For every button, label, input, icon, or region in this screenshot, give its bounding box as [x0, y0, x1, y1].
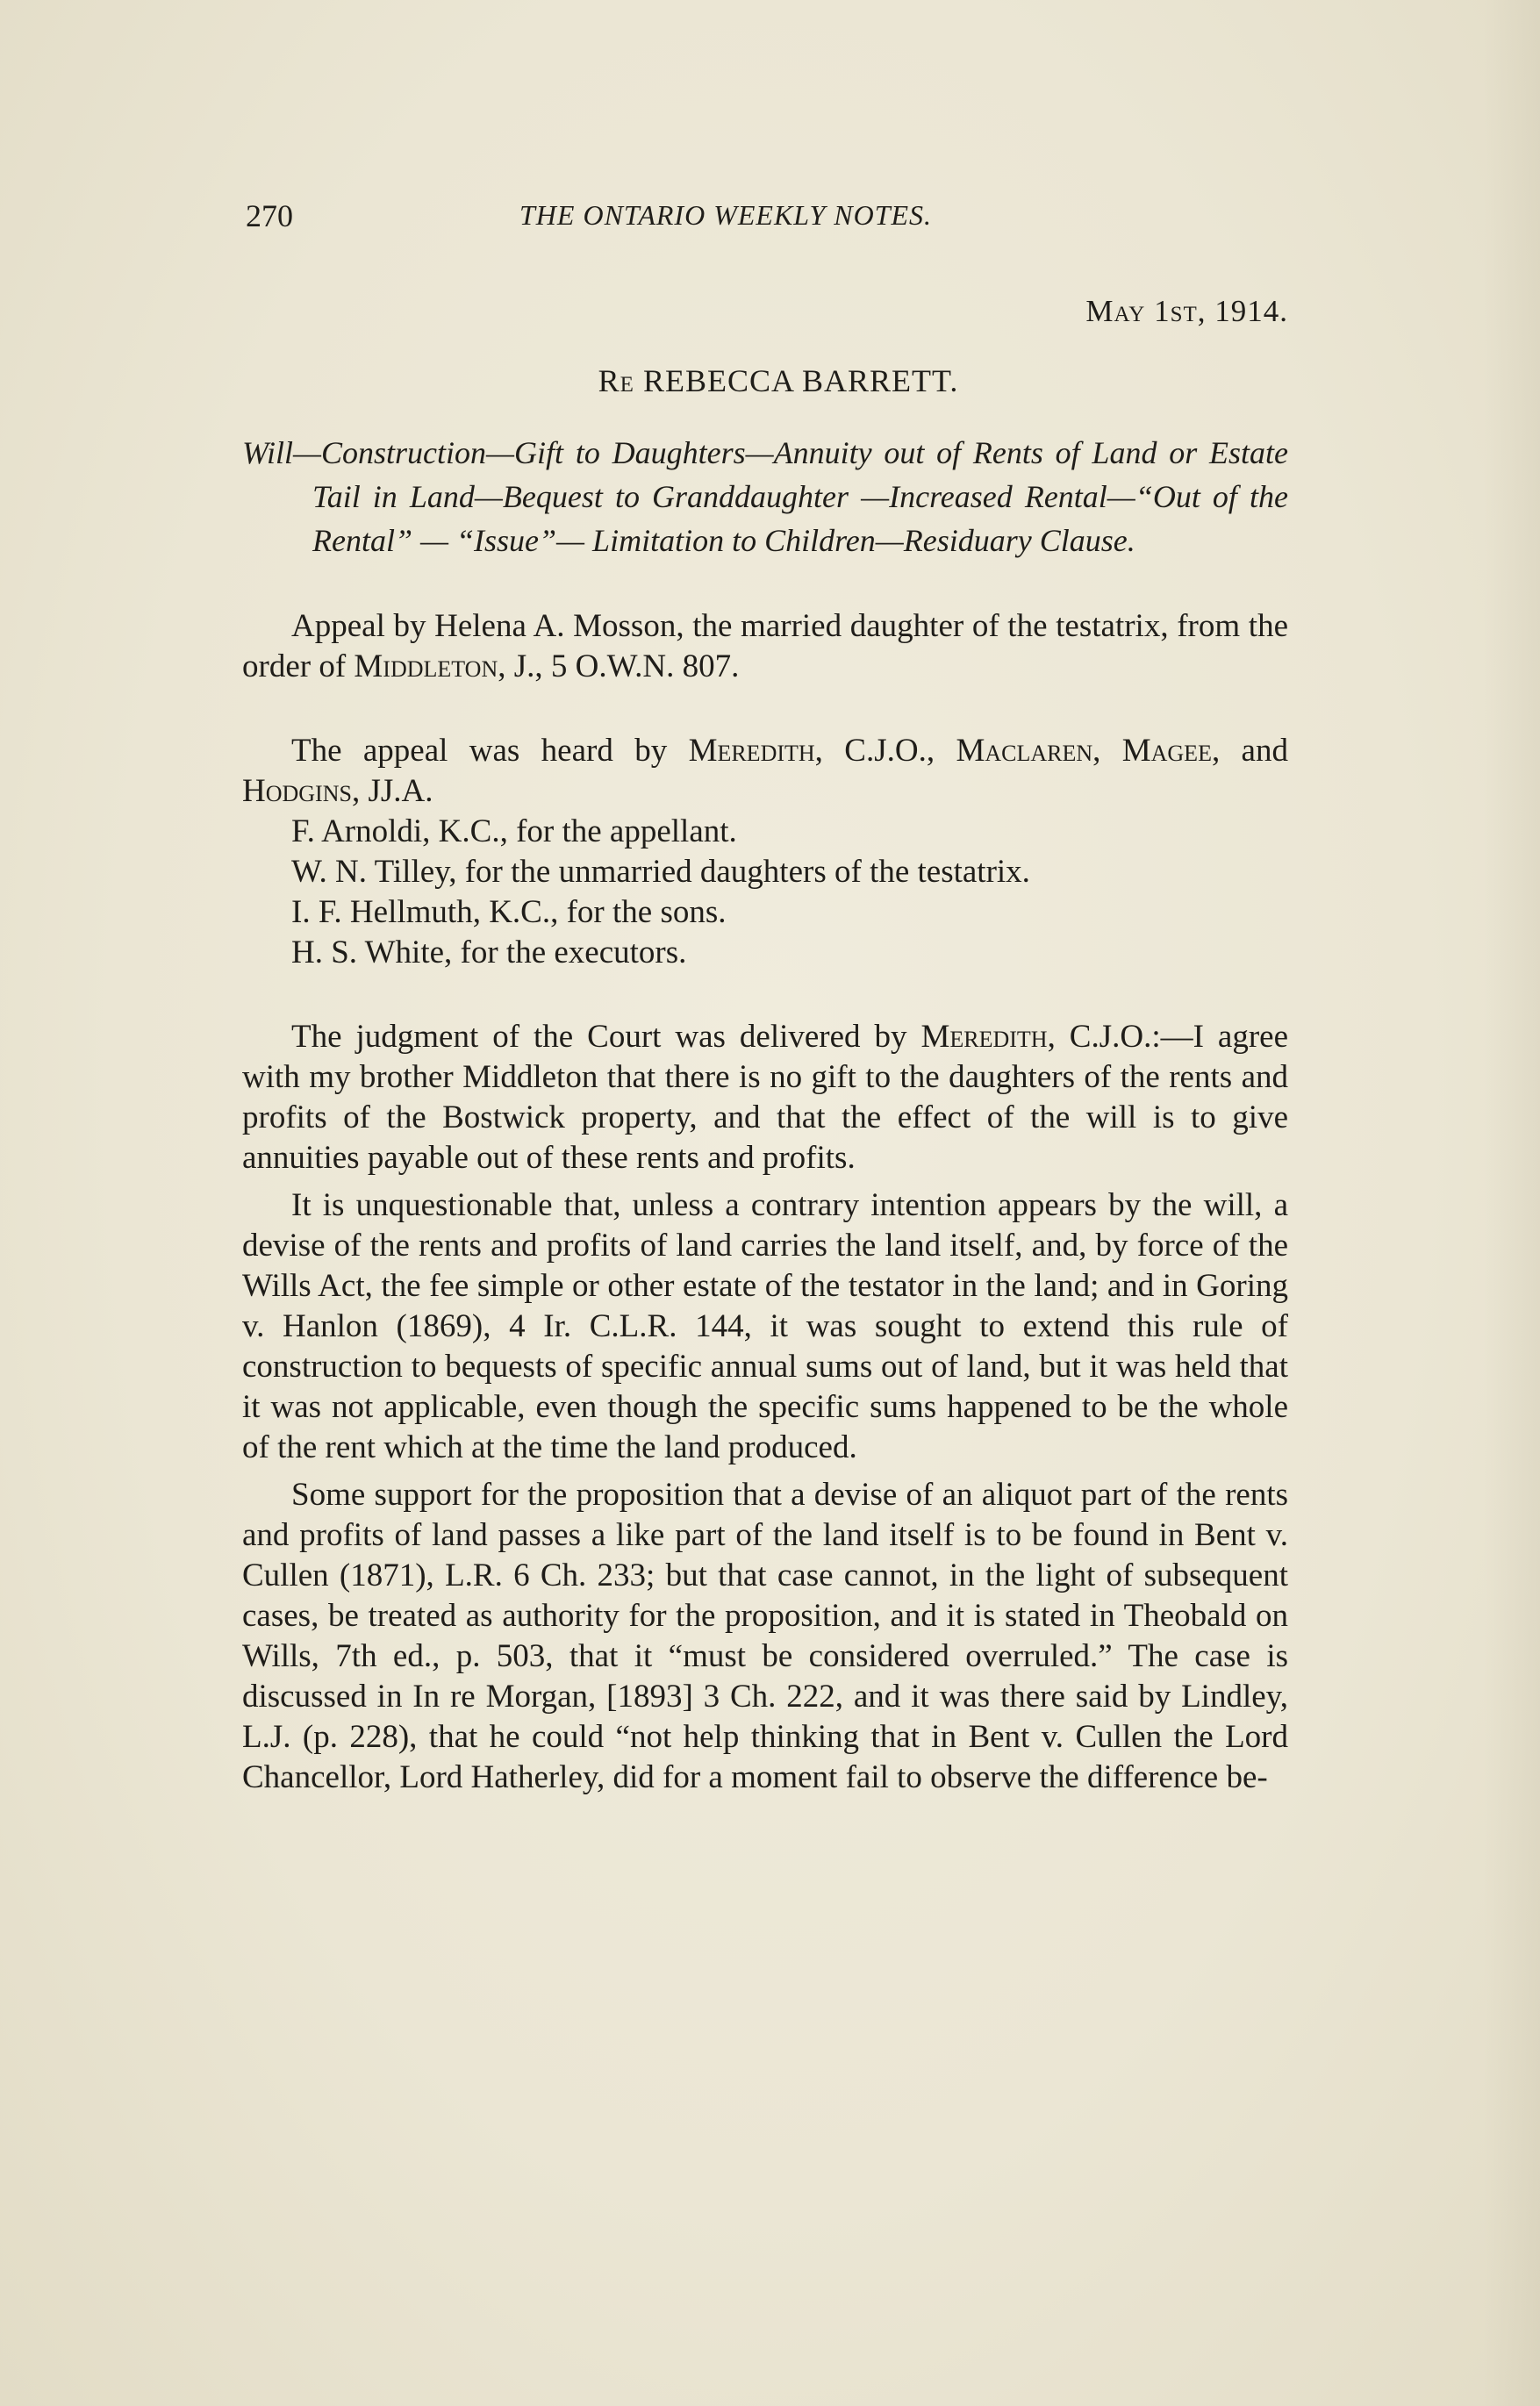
page-edge-shadow — [1483, 0, 1540, 2406]
date-year: , 1914. — [1197, 294, 1288, 328]
hearing-paragraph: The appeal was heard by Meredith, C.J.O., Maclaren, Magee, and Hodgins, JJ.A. — [242, 733, 1288, 809]
body-paragraph: It is unquestionable that, unless a contrary intention appears by the will, a devise of the rents and profits of land carries the land itself, and, by force of the Wills Act, the fee simple or other estate of the testator in the land; and in Goring v. Hanlon (1869), 4 Ir. C.L.R. 144, it was sought to extend this rule of construction to bequests of specific annual sums out of land, but it was held that it was not applicable, even though the specific sums happened to be the whole of the rent which at the time the land produced. — [242, 1187, 1288, 1465]
body-paragraph: Some support for the proposition that a devise of an aliquot part of the rents and profits of land passes a like part of the land itself is to be found in Bent v. Cullen (1871), L.R. 6 Ch. 233; but that case cannot, in the light of subsequent cases, be treated as authority for the proposition, and it is stated in Theobald on Wills, 7th ed., p. 503, that it “must be considered overruled.” The case is discussed in In re Morgan, [1893] 3 Ch. 222, and it was there said by Lindley, L.J. (p. 228), that he could “not help thinking that in Bent v. Cullen the Lord Chancellor, Lord Hatherley, did for a moment fail to observe the difference be- — [242, 1477, 1288, 1795]
counsel-line: W. N. Tilley, for the unmarried daughters of the testatrix. — [291, 854, 1030, 890]
case-prefix: Re — [598, 363, 634, 398]
headnote: Will—Construction—Gift to Daughters—Annuity out of Rents of Land or Estate Tail in Land—Bequest to Granddaughter —Increased Rental—“Out of the Rental” — “Issue”— Limitation to Children—Residuary Clause. — [242, 435, 1288, 558]
judge-name: Magee — [1121, 733, 1212, 769]
text-column — [242, 197, 1288, 1798]
date-day: 1st — [1154, 294, 1198, 328]
judge-name: Hodgins — [242, 773, 352, 809]
appeal-paragraph: Appeal by Helena A. Mosson, the married daughter of the testatrix, from the order of Middleton, J., 5 O.W.N. 807. — [242, 608, 1288, 684]
date-month: May — [1085, 294, 1146, 328]
case-title — [242, 362, 1288, 399]
counsel-line: H. S. White, for the executors. — [291, 934, 687, 970]
judge-name: Maclaren — [956, 733, 1093, 769]
counsel-line: I. F. Hellmuth, K.C., for the sons. — [291, 894, 727, 930]
case-name: REBECCA BARRETT. — [634, 363, 959, 398]
page-number: 270 — [246, 198, 293, 233]
journal-title: THE ONTARIO WEEKLY NOTES. — [519, 199, 933, 231]
judge-name: Middleton — [354, 648, 498, 684]
judge-name: Meredith — [688, 733, 815, 769]
judge-name: Meredith — [920, 1019, 1048, 1055]
counsel-line: F. Arnoldi, K.C., for the appellant. — [291, 813, 737, 849]
decision-date — [242, 294, 1288, 329]
judgment-paragraph: The judgment of the Court was delivered by Meredith, C.J.O.:—I agree with my brother Middleton that there is no gift to the daughters of the rents and profits of the Bostwick property, and that the effect of the will is to give annuities payable out of these rents and profits. — [242, 1019, 1288, 1176]
running-head — [242, 197, 1288, 250]
